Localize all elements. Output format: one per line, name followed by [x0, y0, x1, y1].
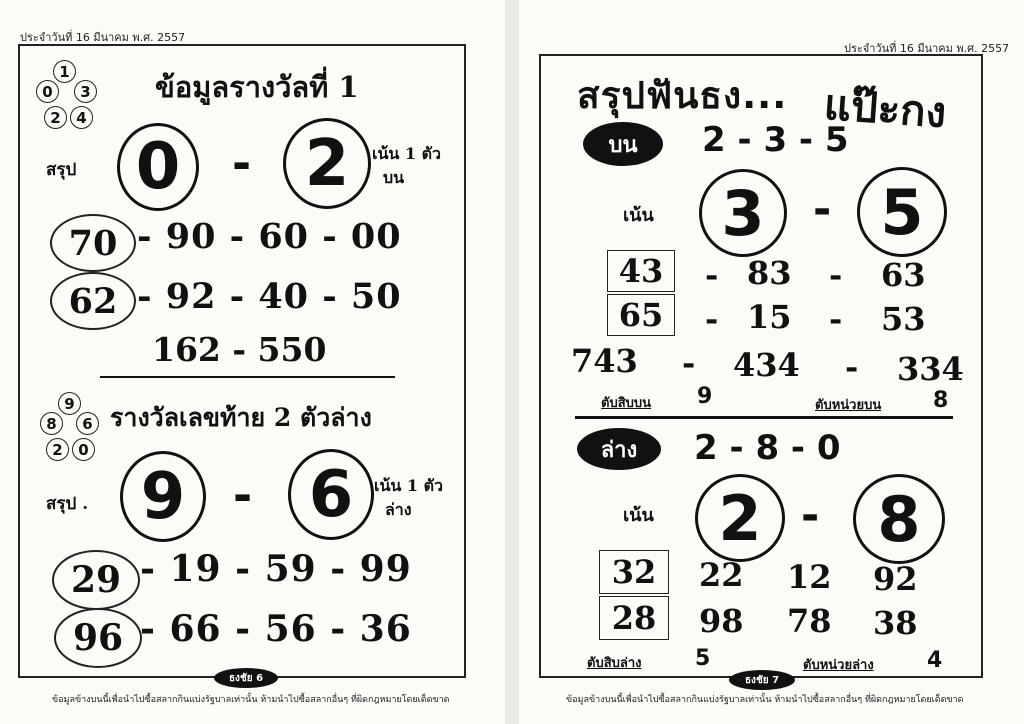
- small-digit-circle: 0: [72, 438, 95, 461]
- units-top-label: ตับหน่วยบน: [815, 398, 882, 413]
- focus-note: เน้น 1 ตัว: [374, 476, 443, 495]
- left-page: [0, 0, 505, 724]
- top-pill: บน: [583, 122, 663, 166]
- number-cell: 38: [873, 604, 918, 642]
- footer-disclaimer: ข้อมูลข้างบนนี้เพื่อนำไปซื้อสลากกินแบ่งรัฐบาลเท่านั้น ห้ามนำไปซื้อสลากอื่นๆ ที่ผิดกฎหมายโดยเด็ดขาด: [566, 695, 964, 705]
- focus-label: เน้น: [623, 205, 654, 226]
- number-cell: 78: [787, 602, 832, 640]
- number-cell: -: [829, 256, 843, 294]
- pick-ring: 0: [117, 123, 199, 211]
- number-cell: -: [705, 300, 719, 338]
- number-cell: -: [829, 300, 843, 338]
- bottom-digits: 2 - 8 - 0: [694, 428, 841, 468]
- focus-note: ล่าง: [385, 500, 412, 519]
- pick-ring: 3: [699, 169, 787, 257]
- number-cell: -: [705, 256, 719, 294]
- number-cell: 334: [897, 350, 964, 388]
- number-row: - 19 - 59 - 99: [140, 548, 412, 590]
- units-bottom-value: 4: [927, 648, 943, 673]
- pick-ring: 6: [288, 449, 374, 540]
- number-cell: 743: [571, 342, 638, 380]
- number-cell: 92: [873, 560, 918, 598]
- number-cell: 63: [881, 256, 926, 294]
- small-digit-circle: 8: [40, 412, 63, 435]
- focus-note: บน: [383, 168, 405, 187]
- small-digit-circle: 0: [36, 80, 59, 103]
- top-digits: 2 - 3 - 5: [702, 120, 849, 160]
- number-row: - 66 - 56 - 36: [140, 608, 412, 650]
- brand-title: แป๊ะกง: [822, 79, 948, 138]
- number-cell: 12: [787, 558, 832, 596]
- number-box: 43: [607, 250, 675, 292]
- page-badge: ธงชัย 7: [729, 670, 795, 690]
- lead-number-oval: 96: [54, 608, 142, 668]
- summary-label: สรุป: [46, 160, 77, 180]
- number-cell: 15: [747, 298, 792, 336]
- dash: -: [233, 468, 253, 522]
- divider: [100, 376, 395, 378]
- summary-label: สรุป .: [46, 494, 89, 514]
- small-digit-circle: 6: [76, 412, 99, 435]
- units-bottom-label: ตับหน่วยล่าง: [803, 658, 874, 673]
- small-digit-circle: 3: [74, 80, 97, 103]
- number-cell: 53: [881, 300, 926, 338]
- right-title: สรุปฟันธง...: [577, 74, 788, 117]
- focus-label: เน้น: [623, 505, 654, 526]
- dash: -: [232, 136, 252, 190]
- units-top-value: 8: [933, 388, 949, 413]
- small-digit-circle: 2: [44, 106, 67, 129]
- lead-number-oval: 29: [52, 550, 140, 610]
- pick-ring: 9: [120, 451, 206, 542]
- left-date: ประจำวันที่ 16 มีนาคม พ.ศ. 2557: [20, 31, 186, 44]
- pick-ring: 5: [857, 167, 947, 257]
- number-row: - 90 - 60 - 00: [137, 216, 402, 257]
- page-badge: ธงชัย 6: [214, 668, 278, 688]
- number-box: 28: [599, 596, 669, 640]
- left-title: ข้อมูลรางวัลที่ 1: [155, 70, 359, 104]
- pick-ring: 8: [853, 474, 945, 564]
- small-digit-circle: 4: [70, 106, 93, 129]
- section-title: รางวัลเลขท้าย 2 ตัวล่าง: [110, 403, 372, 432]
- small-digit-circle: 1: [53, 60, 76, 83]
- divider: [575, 416, 953, 419]
- number-row: 162 - 550: [152, 330, 327, 369]
- number-cell: 22: [699, 556, 744, 594]
- number-cell: 98: [699, 602, 744, 640]
- tens-bottom-label: ตับสิบล่าง: [587, 656, 642, 671]
- bottom-pill: ล่าง: [577, 428, 661, 470]
- number-cell: -: [845, 348, 859, 386]
- tens-top-label: ตับสิบบน: [601, 396, 652, 411]
- dash: -: [813, 184, 832, 235]
- pick-ring: 2: [695, 474, 785, 562]
- right-date: ประจำวันที่ 16 มีนาคม พ.ศ. 2557: [844, 42, 1010, 55]
- tens-top-value: 9: [697, 384, 713, 409]
- small-digit-circle: 2: [46, 438, 69, 461]
- number-row: - 92 - 40 - 50: [137, 276, 402, 317]
- right-page: [519, 0, 1024, 724]
- number-box: 32: [599, 550, 669, 594]
- dash: -: [801, 490, 820, 541]
- small-digit-circle: 9: [58, 392, 81, 415]
- lead-number-oval: 70: [50, 214, 136, 272]
- pick-ring: 2: [283, 118, 371, 209]
- number-cell: 83: [747, 254, 792, 292]
- focus-note: เน้น 1 ตัว: [372, 144, 441, 163]
- number-box: 65: [607, 294, 675, 336]
- lead-number-oval: 62: [50, 272, 136, 330]
- number-cell: -: [682, 344, 696, 382]
- number-cell: 434: [733, 346, 800, 384]
- tens-bottom-value: 5: [695, 646, 711, 671]
- footer-disclaimer: ข้อมูลข้างบนนี้เพื่อนำไปซื้อสลากกินแบ่งรัฐบาลเท่านั้น ห้ามนำไปซื้อสลากอื่นๆ ที่ผิดกฎหมายโดยเด็ดขาด: [52, 695, 450, 705]
